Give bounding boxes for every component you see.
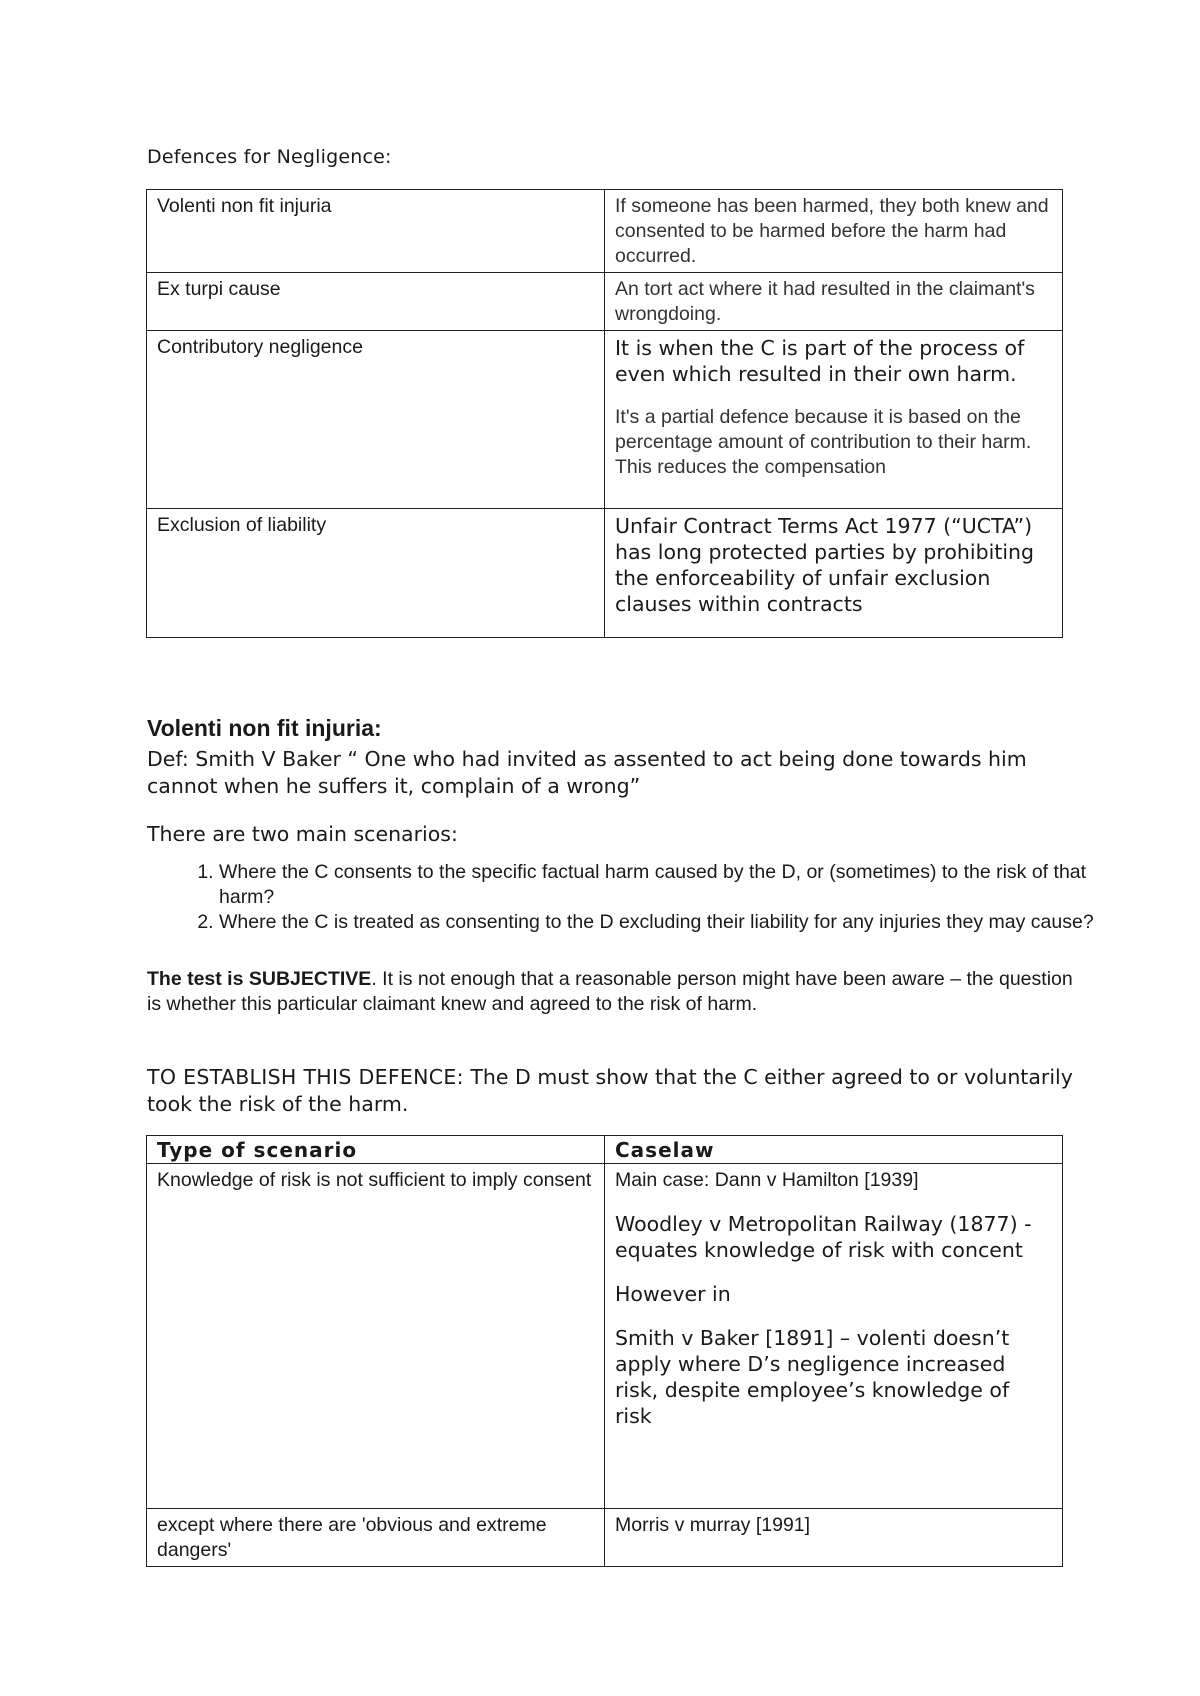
main-case: Main case: Dann v Hamilton [1939] [615,1169,919,1191]
caselaw-table [146,1135,1063,1567]
case-paragraph: However in [615,1282,731,1306]
scenarios-intro: There are two main scenarios: [147,822,458,846]
column-header: Type of scenario [147,1136,605,1164]
defence-name: Ex turpi cause [147,273,605,331]
section-title: Volenti non fit injuria: [147,715,382,741]
defence-name: Exclusion of liability [147,509,605,638]
case-paragraph: Smith v Baker [1891] – volenti doesn’t apply where D’s negligence increased risk, despite employee’s knowledge of risk [615,1326,1010,1428]
scenario-cell: Knowledge of risk is not sufficient to imply consent [147,1164,605,1509]
description-paragraph: It's a partial defence because it is based on the percentage amount of contribution to their harm. This reduces the compensation [615,406,1032,478]
test-paragraph [147,967,1077,1017]
definition-paragraph: Def: Smith V Baker “ One who had invited as assented to act being done towards him cannot when he suffers it, complain of a wrong” [147,747,1027,798]
defence-name: Volenti non fit injuria [147,190,605,273]
description-paragraph: It is when the C is part of the process of even which resulted in their own harm. [615,336,1025,386]
defence-description [605,331,1063,509]
establish-text: The D must show that the C either agreed to or voluntarily took the risk of the harm. [147,1065,1073,1116]
table-row [147,190,1063,273]
table-row [147,1509,1063,1567]
table-row [147,509,1063,638]
defences-heading: Defences for Negligence: [147,146,392,168]
column-header: Caselaw [605,1136,1063,1164]
caselaw-cell: Morris v murray [1991] [605,1509,1063,1567]
table-row [147,1164,1063,1509]
defence-name: Contributory negligence [147,331,605,509]
scenario-list [147,860,1139,935]
test-text: . It is not enough that a reasonable person might have been aware – the question is whether this particular claimant knew and agreed to the risk of harm. [147,968,1073,1015]
defence-description: An tort act where it had resulted in the claimant's wrongdoing. [605,273,1063,331]
list-item: 2. Where the C is treated as consenting to the D excluding their liability for any injuries they may cause? [219,910,1139,935]
establish-paragraph [147,1064,1077,1118]
defence-description: Unfair Contract Terms Act 1977 (“UCTA”) has long protected parties by prohibiting the enforceability of unfair exclusion clauses within contracts [605,509,1063,638]
defences-table [146,189,1063,638]
table-header-row [147,1136,1063,1164]
case-paragraph: Woodley v Metropolitan Railway (1877) - equates knowledge of risk with concent [615,1212,1032,1262]
establish-lead: TO ESTABLISH THIS DEFENCE: [147,1065,464,1089]
scenario-cell: except where there are 'obvious and extreme dangers' [147,1509,605,1567]
defence-description: If someone has been harmed, they both knew and consented to be harmed before the harm had occurred. [605,190,1063,273]
test-bold: The test is SUBJECTIVE [147,968,372,990]
caselaw-cell [605,1164,1063,1509]
table-row [147,273,1063,331]
table-row [147,331,1063,509]
list-item: 1. Where the C consents to the specific factual harm caused by the D, or (sometimes) to the risk of that harm? [219,860,1139,910]
